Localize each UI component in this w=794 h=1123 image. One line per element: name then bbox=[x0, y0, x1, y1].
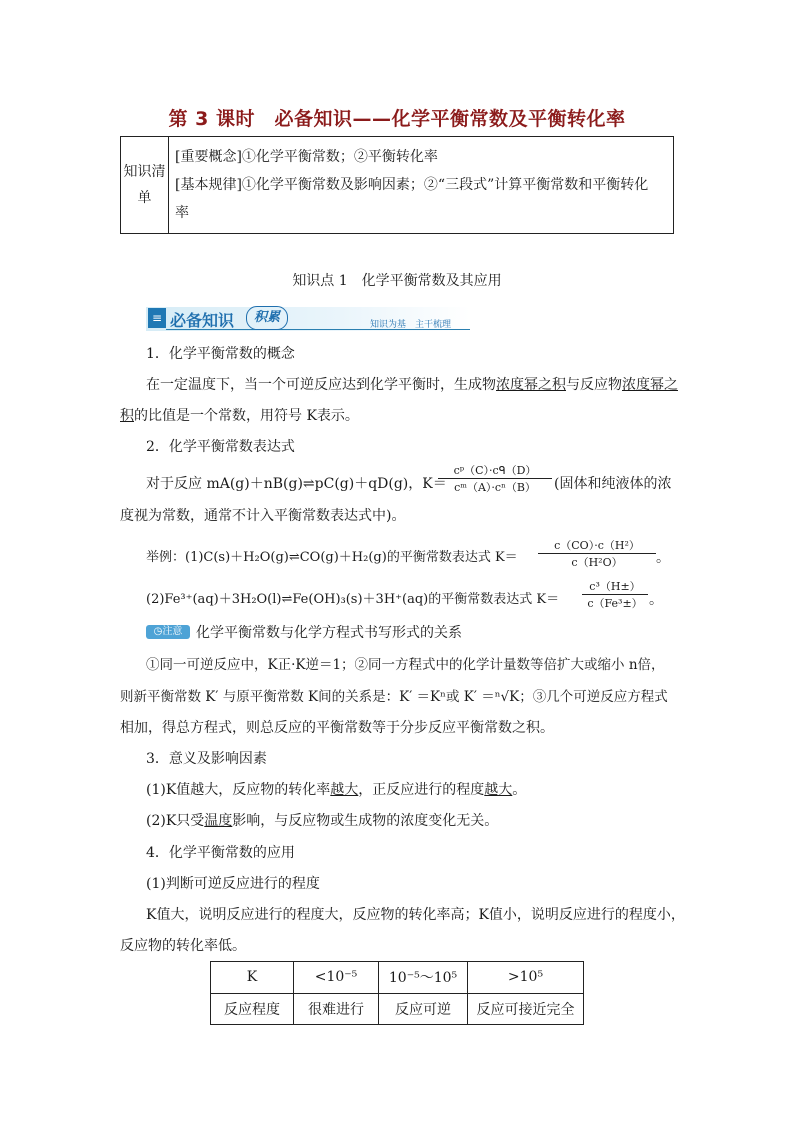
section-3-line2 bbox=[146, 810, 498, 832]
section-2-line2: 度视为常数，通常不计入平衡常数表达式中)。 bbox=[120, 508, 406, 524]
knowledge-list-table bbox=[120, 136, 674, 234]
underlined-term: 浓度幂之积 bbox=[496, 377, 566, 393]
note-badge-label: 注意 bbox=[162, 626, 183, 637]
reaction-degree-table bbox=[210, 961, 584, 1025]
section-2-heading: 2．化学平衡常数表达式 bbox=[146, 439, 295, 455]
general-k-fraction bbox=[438, 462, 552, 495]
example-1-end: 。 bbox=[656, 550, 670, 566]
table-header-cell: >10⁵ bbox=[468, 962, 584, 994]
table-header-cell: <10⁻⁵ bbox=[294, 962, 379, 994]
table-row bbox=[211, 962, 584, 994]
underlined-term: 越大 bbox=[330, 782, 359, 798]
section-3-heading: 3．意义及影响因素 bbox=[146, 751, 267, 767]
note-line1: ①同一可逆反应中，K正·K逆＝1；②同一方程式中的化学计量数等倍扩大或缩小 n倍， bbox=[146, 657, 665, 673]
text: 。 bbox=[512, 782, 527, 798]
text: (2)K只受 bbox=[146, 813, 205, 829]
table-header-cell: K bbox=[211, 962, 294, 994]
table-cell: 反应程度 bbox=[211, 993, 294, 1025]
underlined-term: 温度 bbox=[204, 813, 233, 829]
section-4-heading: 4．化学平衡常数的应用 bbox=[146, 845, 295, 861]
section-1-line1 bbox=[146, 374, 678, 396]
fraction-numerator: c（CO）·c（H²） bbox=[538, 537, 656, 554]
fraction-denominator: cᵐ（A）·cⁿ（B） bbox=[454, 481, 536, 494]
banner-title: 必备知识 bbox=[170, 311, 235, 330]
table-cell: 很难进行 bbox=[294, 993, 379, 1025]
text: 与反应物 bbox=[566, 377, 622, 393]
table-cell: 反应可逆 bbox=[379, 993, 468, 1025]
text: (1)K值越大，反应物的转化率 bbox=[146, 782, 331, 798]
example-1-fraction bbox=[538, 537, 656, 570]
section-4-line2: 反应物的转化率低。 bbox=[120, 938, 246, 954]
table-cell: 反应可接近完全 bbox=[468, 993, 584, 1025]
underlined-term: 浓度幂之 bbox=[622, 377, 678, 393]
book-icon: ≡ bbox=[148, 308, 166, 328]
page-title: 第 3 课时 必备知识——化学平衡常数及平衡转化率 bbox=[168, 108, 626, 130]
knowledge-list-label: 知识清单 bbox=[121, 137, 169, 234]
banner-subtitle: 知识为基 主干梳理 bbox=[370, 320, 452, 330]
section-banner bbox=[146, 307, 470, 331]
underlined-term: 积 bbox=[120, 408, 134, 424]
knowledge-list-body bbox=[169, 137, 674, 234]
knowledge-list-line2: [基本规律]①化学平衡常数及影响因素；②“三段式”计算平衡常数和平衡转化 bbox=[175, 177, 649, 193]
underlined-term: 越大 bbox=[484, 782, 513, 798]
section-2-line1-tail: (固体和纯液体的浓 bbox=[554, 476, 672, 492]
section-1-heading: 1．化学平衡常数的概念 bbox=[146, 346, 295, 362]
text: 在一定温度下，当一个可逆反应达到化学平衡时，生成物 bbox=[146, 377, 496, 393]
knowledge-list-line3: 率 bbox=[175, 205, 189, 221]
table-header-cell: 10⁻⁵～10⁵ bbox=[379, 962, 468, 994]
section-2-line1: 对于反应 mA(g)＋nB(g)⇌pC(g)＋qD(g)，K＝ bbox=[146, 476, 447, 492]
section-3-line1 bbox=[146, 779, 526, 801]
section-1-line2 bbox=[120, 405, 359, 427]
section-4-line1: K值大，说明反应进行的程度大，反应物的转化率高；K值小，说明反应进行的程度小， bbox=[146, 907, 685, 923]
example-1: 举例：(1)C(s)＋H₂O(g)⇌CO(g)＋H₂(g)的平衡常数表达式 K＝ bbox=[146, 550, 518, 565]
section-4-sub1: (1)判断可逆反应进行的程度 bbox=[146, 876, 320, 892]
fraction-denominator: c（H²O） bbox=[571, 556, 623, 569]
note-title: 化学平衡常数与化学方程式书写形式的关系 bbox=[196, 625, 462, 641]
table-row bbox=[211, 993, 584, 1025]
example-2-fraction bbox=[582, 578, 648, 611]
note-badge: ◷注意 bbox=[146, 625, 190, 639]
text: ，正反应进行的程度 bbox=[358, 782, 485, 798]
text: 的比值是一个常数，用符号 K表示。 bbox=[134, 408, 359, 424]
banner-badge: 积累 bbox=[246, 306, 288, 330]
example-2-end: 。 bbox=[649, 592, 663, 608]
knowledge-point-title: 知识点 1 化学平衡常数及其应用 bbox=[292, 273, 502, 289]
example-2: (2)Fe³⁺(aq)＋3H₂O(l)⇌Fe(OH)₃(s)＋3H⁺(aq)的平衡常数表达式 K＝ bbox=[146, 592, 560, 607]
note-line2: 则新平衡常数 K′ 与原平衡常数 K间的关系是：K′ ＝Kⁿ或 K′ ＝ⁿ√K；③几个可逆反应方程式 bbox=[120, 689, 668, 705]
text: 影响，与反应物或生成物的浓度变化无关。 bbox=[232, 813, 499, 829]
fraction-numerator: cᵖ（C）·cᑫ（D） bbox=[438, 462, 552, 479]
knowledge-list-line1: [重要概念]①化学平衡常数；②平衡转化率 bbox=[175, 149, 438, 165]
fraction-denominator: c（Fe³±） bbox=[587, 597, 643, 610]
note-line3: 相加，得总方程式，则总反应的平衡常数等于分步反应平衡常数之积。 bbox=[120, 720, 554, 736]
fraction-numerator: c³（H±） bbox=[582, 578, 648, 595]
